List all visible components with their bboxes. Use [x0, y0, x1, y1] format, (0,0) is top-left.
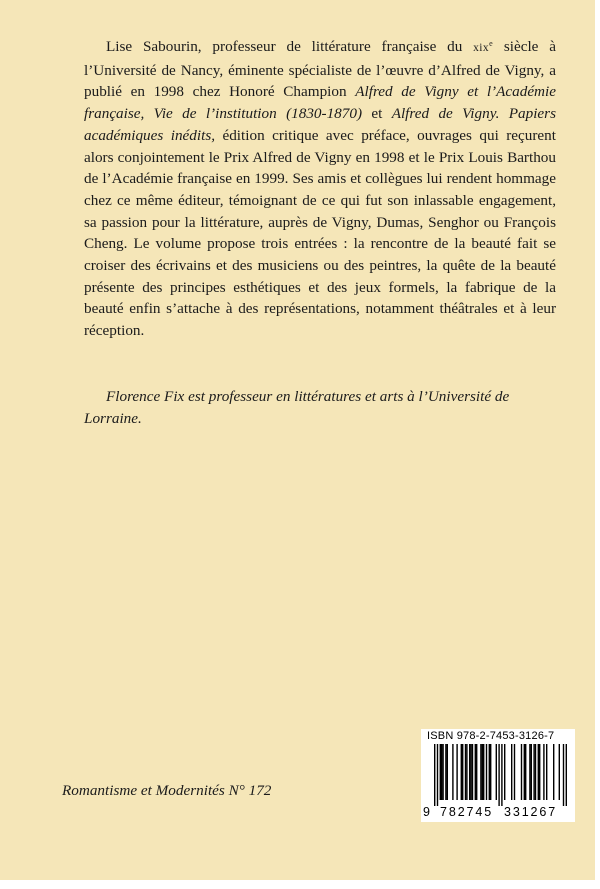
ean-first-digit: 9: [423, 805, 432, 819]
barcode-bar: [447, 744, 448, 800]
barcode-bar: [566, 744, 567, 806]
barcode-bar: [525, 744, 526, 800]
barcode-bar: [483, 744, 484, 800]
century-numeral: [473, 39, 494, 54]
barcode-bar: [472, 744, 473, 800]
barcode-bar: [563, 744, 564, 806]
barcode-bar: [521, 744, 522, 800]
barcode-bar: [539, 744, 540, 800]
summary-text-2: siècle à l’Université de Nancy, éminente spécialiste de l’œuvre d’Alfred de Vigny, a publié en 1998 chez Honoré Champion: [84, 38, 556, 101]
barcode-bar: [529, 744, 530, 800]
barcode-bar: [514, 744, 515, 800]
isbn-label: ISBN 978-2-7453-3126-7: [427, 730, 555, 742]
summary-paragraph: [84, 36, 556, 342]
barcode-bar: [440, 744, 441, 800]
ean-right-group: 331267: [504, 805, 558, 819]
barcode-bar: [538, 744, 539, 800]
barcode-bar: [511, 744, 512, 800]
barcode-bar: [470, 744, 471, 800]
summary-text-3: et: [362, 105, 392, 123]
ean-left-group: 782745: [440, 805, 494, 819]
barcode-bar: [504, 744, 505, 800]
century-superscript: e: [489, 39, 494, 48]
barcode-bar: [482, 744, 483, 800]
summary-text-1: Lise Sabourin, professeur de littérature française du: [106, 38, 474, 55]
barcode-bar: [559, 744, 560, 800]
barcode-bar: [475, 744, 476, 800]
barcode-bar: [535, 744, 536, 800]
barcode-bar: [553, 744, 554, 800]
barcode-bar: [480, 744, 481, 800]
barcode-bar: [469, 744, 470, 800]
summary-text-4: édition critique avec préface, ouvrages qui reçurent alors conjointement le Prix Alfred de Vigny en 1998 et le Prix Louis Barthou de l’Académie française en 1999. Ses amis et collègues lui rendent hommage chez ce même éditeur, témoignant de ce qui fut son inlassable engagement, sa passion pour la littérature, auprès de Vigny, Dumas, Senghor ou François Cheng. Le volume propose trois entrées : la rencontre de la beauté fait se croiser des écrivains et des musiciens ou des peintres, la quête de la beauté présente des principes esthétiques et des jeux formels, la fabrique de la beauté enfin s’attache à des représentations, notamment théâtrales et à leur réception.: [84, 126, 556, 340]
barcode-bar: [465, 744, 466, 800]
barcode-bar: [441, 744, 442, 800]
barcode-bar: [466, 744, 467, 800]
author-note: Florence Fix est professeur en littératures et arts à l’Université de Lorraine.: [84, 388, 510, 427]
barcode-bar: [462, 744, 463, 800]
series-label: Romantisme et Modernités N° 172: [62, 782, 272, 799]
barcode-bar: [486, 744, 487, 800]
book-title-2: Alfred de Vigny. Papiers académiques inédits,: [84, 105, 556, 144]
barcode-bar: [452, 744, 453, 800]
barcode-bar: [456, 744, 457, 800]
barcode-bar: [543, 744, 544, 800]
barcode-bar: [546, 744, 547, 800]
book-title-1: Alfred de Vigny et l’Académie française, Vie de l’institution (1830-1870): [84, 83, 556, 123]
barcode-bar: [445, 744, 446, 800]
barcode-bar: [533, 744, 534, 800]
barcode-bar: [461, 744, 462, 800]
barcode-bar: [490, 744, 491, 800]
barcode-bar: [434, 744, 435, 806]
barcode-bar: [437, 744, 438, 806]
barcode: [421, 729, 575, 822]
barcode-bar: [476, 744, 477, 800]
barcode-bars: [421, 744, 575, 806]
barcode-bar: [501, 744, 502, 806]
barcode-bar: [489, 744, 490, 800]
barcode-bar: [531, 744, 532, 800]
century-roman: xix: [473, 42, 490, 54]
barcode-bar: [524, 744, 525, 800]
barcode-bar: [498, 744, 499, 806]
barcode-bar: [496, 744, 497, 800]
barcode-bar: [442, 744, 443, 800]
